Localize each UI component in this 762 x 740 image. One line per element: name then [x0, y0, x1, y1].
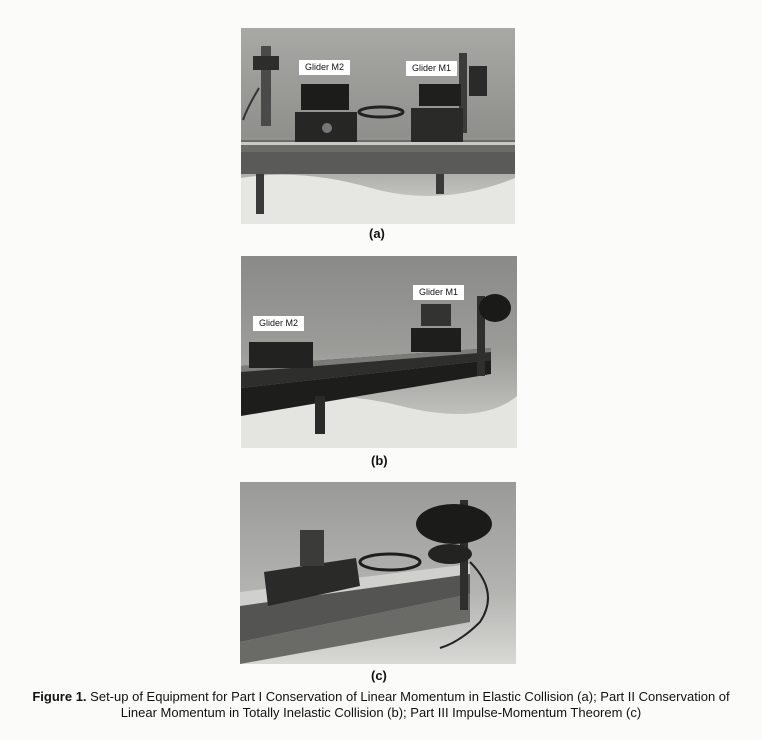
panel-label-c: (c) — [371, 668, 387, 683]
figure-caption — [20, 689, 742, 721]
tag-glider-m2-b: Glider M2 — [253, 316, 304, 331]
photo-panel-c — [240, 482, 516, 664]
caption-title: Figure 1. — [32, 689, 87, 704]
tag-glider-m1-a: Glider M1 — [406, 61, 457, 76]
photo-panel-a — [241, 28, 515, 224]
tag-glider-m1-b: Glider M1 — [413, 285, 464, 300]
photo-b-illustration — [241, 256, 517, 448]
photo-panel-b — [241, 256, 517, 448]
tag-glider-m2-a: Glider M2 — [299, 60, 350, 75]
photo-c-illustration — [240, 482, 516, 664]
panel-label-b: (b) — [371, 453, 388, 468]
caption-text: Set-up of Equipment for Part I Conservation of Linear Momentum in Elastic Collision (a); Part II Conservation of Linear Momentum in Totally Inelastic Collision (b); Part III Impulse-Momentum Theorem (c) — [90, 689, 730, 720]
photo-a-illustration — [241, 28, 515, 224]
panel-label-a: (a) — [369, 226, 385, 241]
